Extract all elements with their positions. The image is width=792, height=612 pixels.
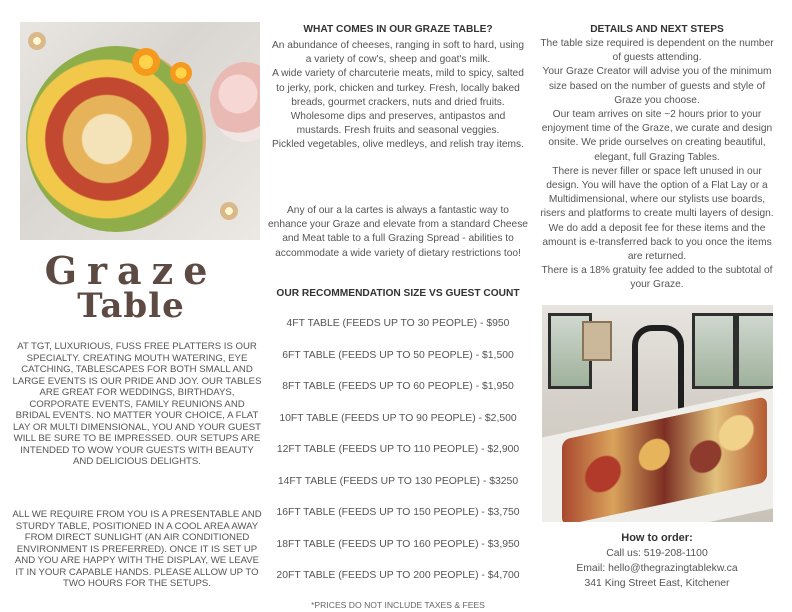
requirements-paragraph: ALL WE REQUIRE FROM YOU IS A PRESENTABLE AND STURDY TABLE, POSITIONED IN A COOL AREA AWAY FROM DIRECT SUNLIGHT (AN AIR CONDITIONED ENVIRONMENT IS PREFERRED). ONCE IT IS SET UP AND YOU ARE HAPPY WITH THE DISPLAY, WE LEAVE IT IN YOUR CAPABLE HANDS. PLEASE ALLOW UP TO TWO HOURS FOR THE SETUPS. xyxy=(12,509,262,589)
contents-paragraph: An abundance of cheeses, ranging in soft to hard, using a variety of cow's, sheep and goat's milk. A wide variety of charcuterie meats, mild to spicy, salted to jerky, pork, chicken and turkey. Fresh, locally baked breads, gourmet crackers, nuts and dried fruits. Wholesome dips and preserves, antipastos and mustards. Fresh fruits and seasonal veggies. Pickled vegetables, olive medleys, and relish tray items. xyxy=(271,40,525,151)
phone-number[interactable]: Call us: 519-208-1100 xyxy=(606,548,708,559)
price-item: 18FT TABLE (FEEDS UP TO 160 PEOPLE) - $3,950 xyxy=(276,538,520,550)
contents-heading: WHAT COMES IN OUR GRAZE TABLE? xyxy=(303,24,493,35)
left-column xyxy=(0,0,262,612)
price-list xyxy=(268,318,528,602)
email-address[interactable]: Email: hello@thegrazingtablekw.ca xyxy=(576,563,738,574)
details-paragraph: The table size required is dependent on the number of guests attending. Your Graze Creator will advise you of the minimum size based on the number of guests and style of Graze you choose. Our team arrives on site ~2 hours prior to your enjoyment time of the Graze, we curate and design onsite. We pride ourselves on creating beautiful, elegant, full Grazing Tables. There is never filler or space left unused in our design. You will have the option of a Flat Lay or a Multidimensional, where our stylists use boards, risers and platforms to create multi layers of design. We do add a deposit fee for these items and the amount is e-transferred back to you once the items are returned. There is a 18% gratuity fee added to the subtotal of your Graze. xyxy=(540,38,774,291)
page-title-table: Table xyxy=(77,286,185,326)
details-heading: DETAILS AND NEXT STEPS xyxy=(590,24,724,35)
kitchen-photo xyxy=(542,305,773,522)
page-title-graze: Graze xyxy=(44,248,218,293)
price-item: 12FT TABLE (FEEDS UP TO 110 PEOPLE) - $2,900 xyxy=(276,444,520,455)
price-item: 10FT TABLE (FEEDS UP TO 90 PEOPLE) - $2,500 xyxy=(279,412,517,424)
price-item: 14FT TABLE (FEEDS UP TO 130 PEOPLE) - $3250 xyxy=(277,475,519,487)
price-item: 16FT TABLE (FEEDS UP TO 150 PEOPLE) - $3,750 xyxy=(276,507,520,518)
price-item: 8FT TABLE (FEEDS UP TO 60 PEOPLE) - $1,950 xyxy=(282,381,514,392)
intro-paragraph: AT TGT, LUXURIOUS, FUSS FREE PLATTERS IS OUR SPECIALTY. CREATING MOUTH WATERING, EYE CATCHING, TABLESCAPES FOR BOTH SMALL AND LARGE EVENTS IS OUR PRIDE AND JOY. OUR TABLES ARE GREAT FOR WEDDINGS, BIRTHDAYS, CORPORATE EVENTS, FAMILY REUNIONS AND BRIDAL EVENTS. NO MATTER YOUR CHOICE, A FLAT LAY OR MULTI DIMENSIONAL, YOU AND YOUR GUEST WILL BE SURE TO BE IMPRESSED. OUR SETUPS ARE INTENDED TO WOW YOUR GUESTS WITH BEAUTY AND DELICIOUS DELIGHTS. xyxy=(12,341,262,467)
recommendation-heading: OUR RECOMMENDATION SIZE VS GUEST COUNT xyxy=(276,288,520,299)
price-item: 4FT TABLE (FEEDS UP TO 30 PEOPLE) - $950 xyxy=(286,318,510,329)
order-heading: How to order: xyxy=(621,532,693,544)
platter-photo xyxy=(20,22,260,240)
a-la-carte-paragraph: Any of our a la cartes is always a fantastic way to enhance your Graze and elevate from a standard Cheese and Meat table to a full Grazing Spread - abilities to accommodate a wide variety of dietary restrictions too! xyxy=(268,205,528,259)
price-item: 20FT TABLE (FEEDS UP TO 200 PEOPLE) - $4,700 xyxy=(276,570,520,581)
price-footnote: *PRICES DO NOT INCLUDE TAXES & FEES xyxy=(311,600,485,610)
price-item: 6FT TABLE (FEEDS UP TO 50 PEOPLE) - $1,500 xyxy=(282,349,514,361)
street-address: 341 King Street East, Kitchener xyxy=(584,578,730,589)
